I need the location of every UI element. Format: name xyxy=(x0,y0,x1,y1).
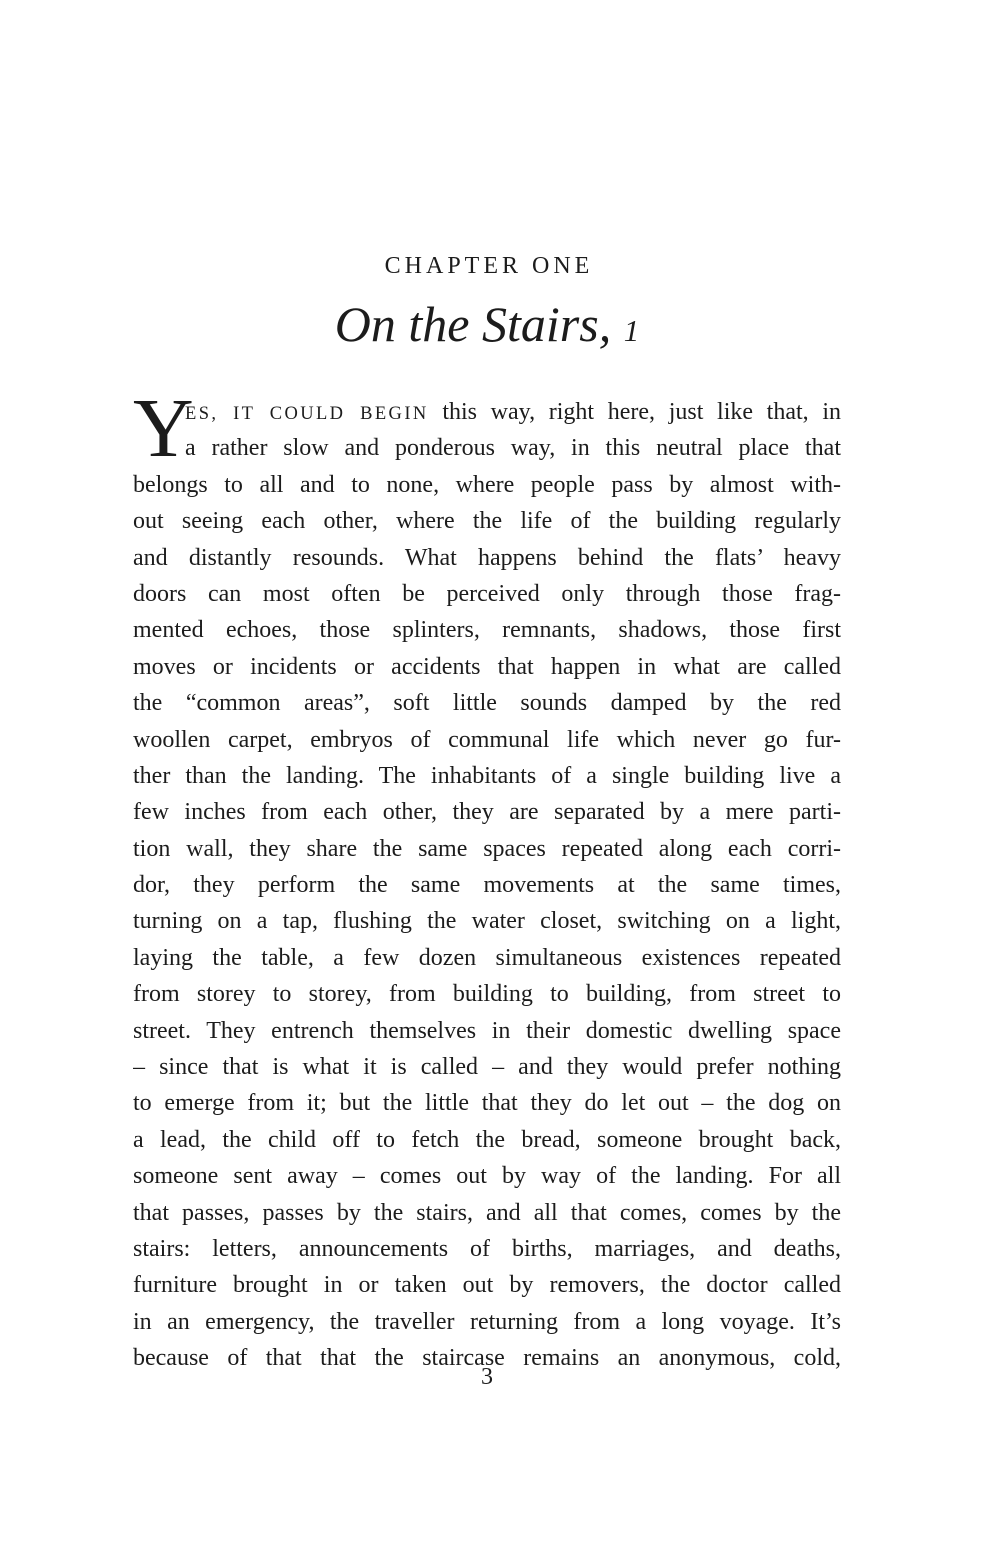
chapter-title xyxy=(133,296,841,356)
body-text-line: stairs: letters, announcements of births, marriages, and deaths, xyxy=(133,1235,841,1262)
body-text-line: tion wall, they share the same spaces repeated along each corri- xyxy=(133,835,841,862)
body-text-line: turning on a tap, flushing the water closet, switching on a light, xyxy=(133,908,841,935)
body-text-line: doors can most often be perceived only through those frag- xyxy=(133,580,841,607)
opening-small-caps: ES, IT COULD BEGIN xyxy=(185,404,429,424)
body-text-line: woollen carpet, embryos of communal life which never go fur- xyxy=(133,726,841,753)
body-text-line: a rather slow and ponderous way, in this neutral place that xyxy=(185,435,841,462)
body-text-line: because of that that the staircase remains an anonymous, cold, xyxy=(133,1345,841,1372)
body-text-line: someone sent away – comes out by way of the landing. For all xyxy=(133,1163,841,1190)
opening-line-rest: this way, right here, just like that, in xyxy=(428,399,841,425)
body-text-line: belongs to all and to none, where people pass by almost with- xyxy=(133,471,841,498)
body-text-line: – since that is what it is called – and they would prefer nothing xyxy=(133,1054,841,1081)
chapter-title-number: 1 xyxy=(623,313,640,348)
body-text-line: few inches from each other, they are separated by a mere parti- xyxy=(133,799,841,826)
chapter-title-text: On the Stairs, xyxy=(334,296,612,352)
body-text-line: out seeing each other, where the life of the building regularly xyxy=(133,508,841,535)
page-number: 3 xyxy=(481,1364,493,1390)
body-text-line: furniture brought in or taken out by removers, the doctor called xyxy=(133,1272,841,1299)
body-text-line: from storey to storey, from building to building, from street to xyxy=(133,981,841,1008)
drop-cap: Y xyxy=(133,382,194,475)
chapter-label: CHAPTER ONE xyxy=(384,253,594,279)
body-text-line: to emerge from it; but the little that they do let out – the dog on xyxy=(133,1090,841,1117)
body-lines-container xyxy=(133,430,841,1376)
body-text-line: that passes, passes by the stairs, and all that comes, comes by the xyxy=(133,1199,841,1226)
body-opening-line xyxy=(185,394,841,430)
body-paragraph xyxy=(133,382,841,1377)
body-text-line: in an emergency, the traveller returning from a long voyage. It’s xyxy=(133,1308,841,1335)
body-text-line: ther than the landing. The inhabitants of a single building live a xyxy=(133,762,841,789)
body-text-line: moves or incidents or accidents that happen in what are called xyxy=(133,653,841,680)
body-text-line: a lead, the child off to fetch the bread, someone brought back, xyxy=(133,1126,841,1153)
body-text-line: the “common areas”, soft little sounds damped by the red xyxy=(133,690,841,717)
body-text-line: and distantly resounds. What happens behind the flats’ heavy xyxy=(133,544,841,571)
body-text-line: mented echoes, those splinters, remnants, shadows, those first xyxy=(133,617,841,644)
body-text-line: laying the table, a few dozen simultaneous existences repeated xyxy=(133,944,841,971)
body-text-line: street. They entrench themselves in their domestic dwelling space xyxy=(133,1017,841,1044)
body-text-line: dor, they perform the same movements at the same times, xyxy=(133,872,841,899)
